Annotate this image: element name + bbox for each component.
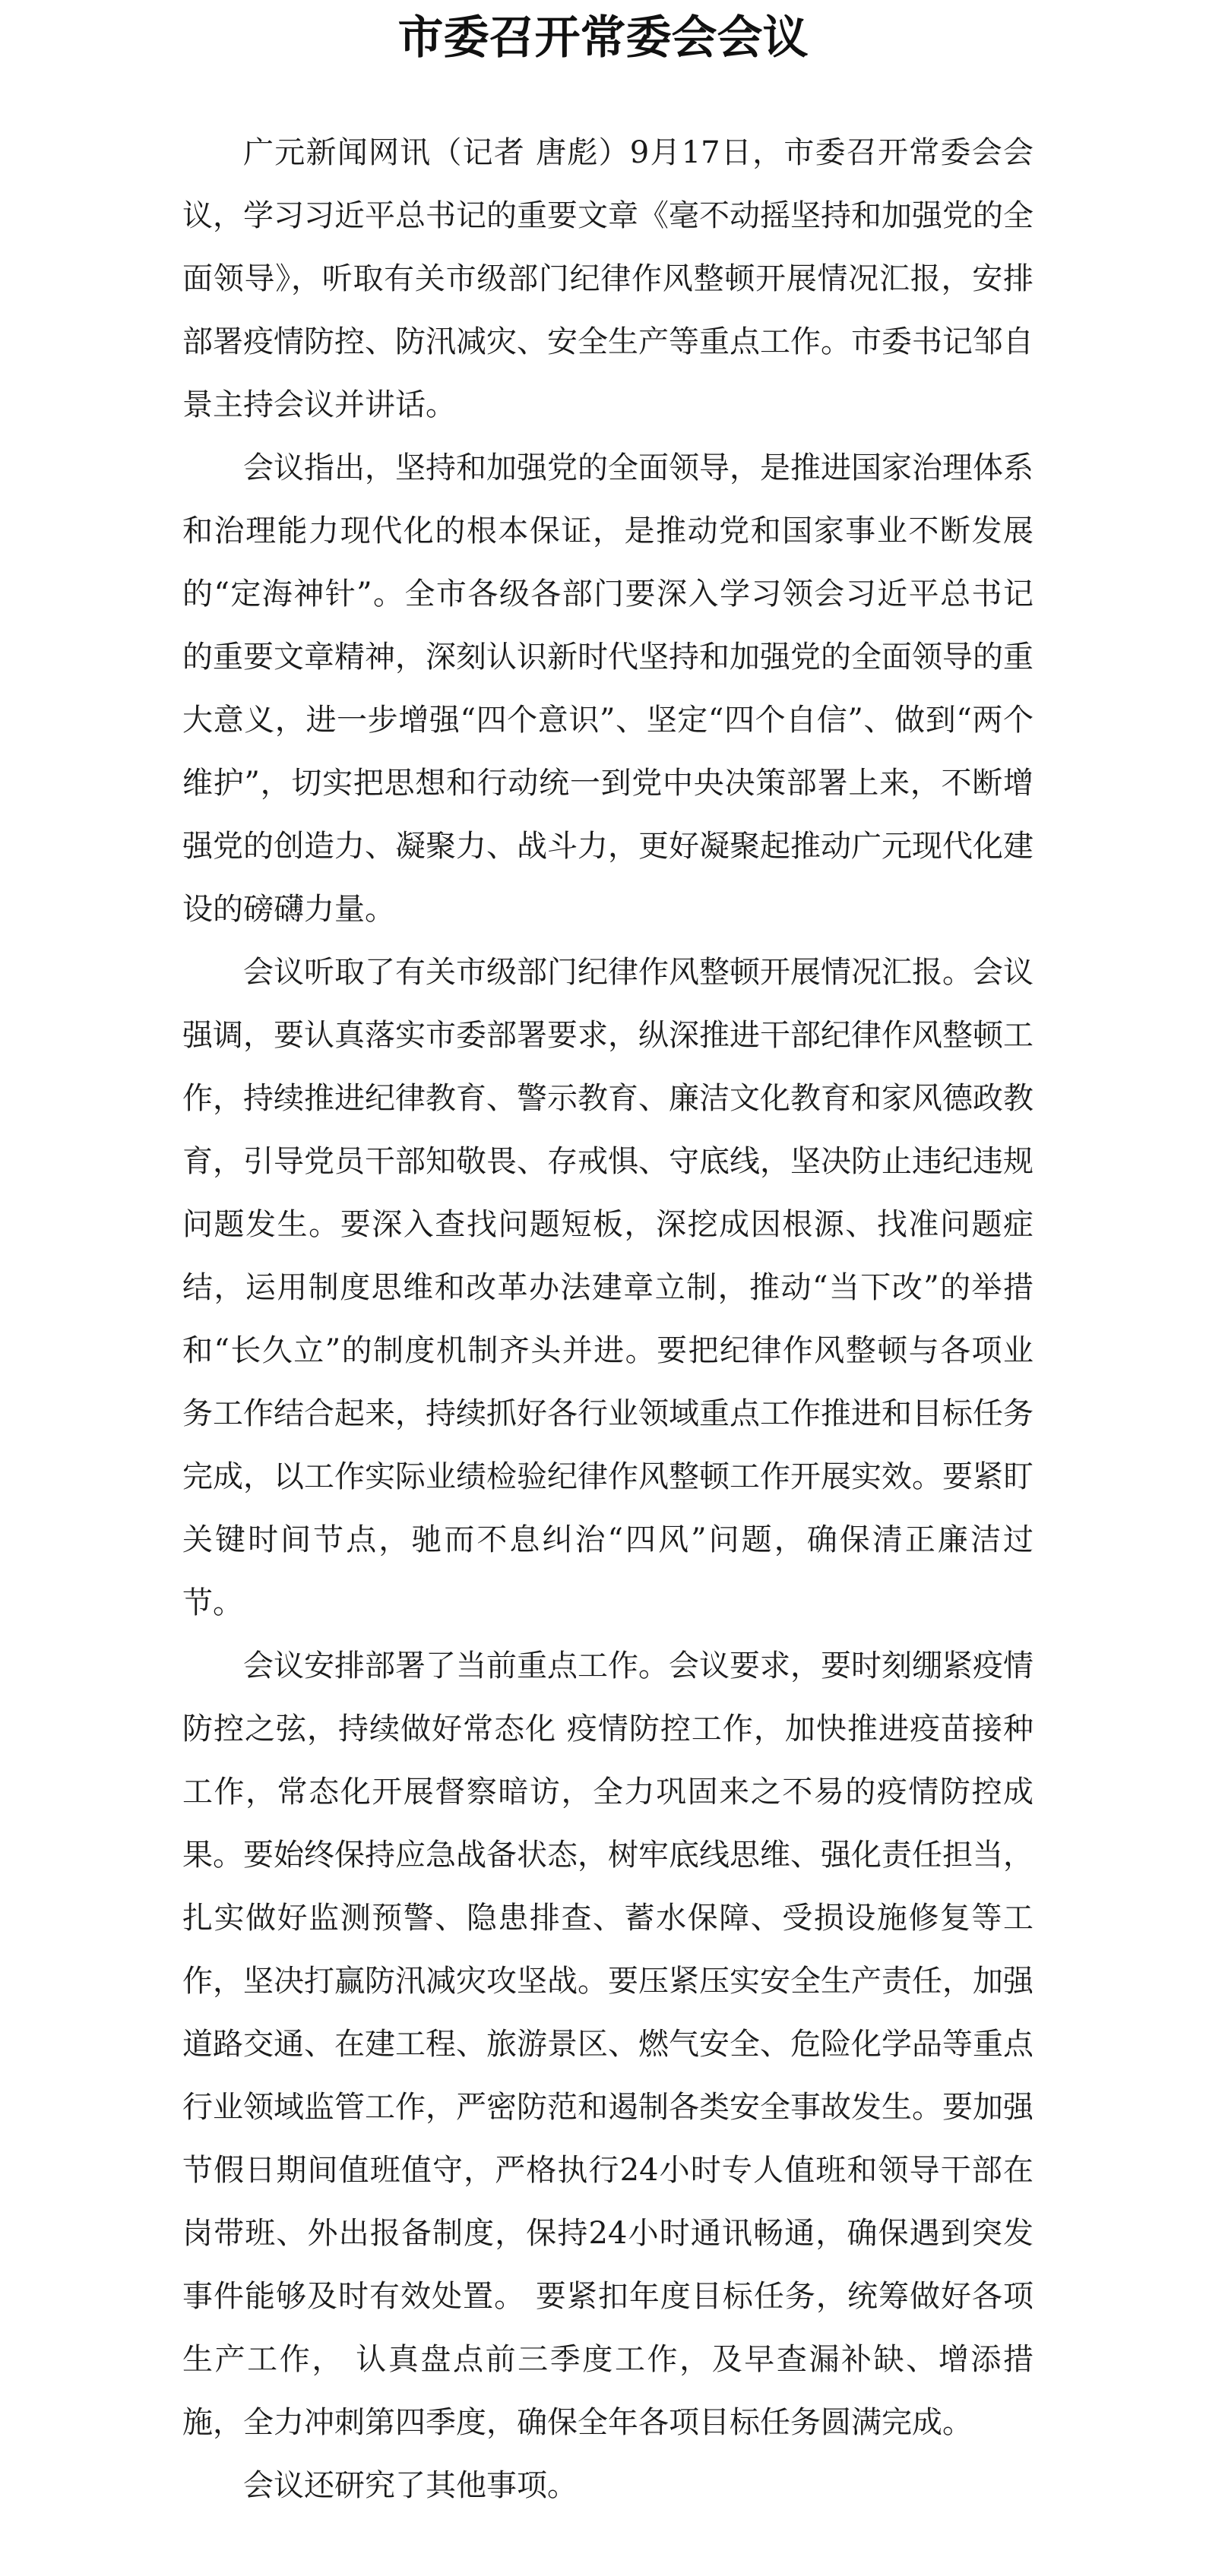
paragraph-other-matters: 会议还研究了其他事项。	[243, 2468, 578, 2503]
paragraph-discipline-rectification: 会议听取了有关市级部门纪律作风整顿开展情况汇报。会议强调，要认真落实市委部署要求，纵深推进干部纪律作风整顿工作，持续推进纪律教育、警示教育、廉洁文化教育和家风德政教育，引导党员干部知敬畏、存戒惧、守底线，坚决防止违纪违规问题发生。要深入查找问题短板，深挖成因根源、找准问题症结，运用制度思维和改革办法建章立制，推动“当下改”的举措和“长久立”的制度机制齐头并进。要把纪律作风整顿与各项业务工作结合起来，持续抓好各行业领域重点工作推进和目标任务完成，以工作实际业绩检验纪律作风整顿工作开展实效。要紧盯关键时间节点，驰而不息纠治“四风”问题，确保清正廉洁过节。	[182, 955, 1033, 1620]
paragraph-lead: 广元新闻网讯（记者 唐彪）9月17日，市委召开常委会会议，学习习近平总书记的重要文章《毫不动摇坚持和加强党的全面领导》，听取有关市级部门纪律作风整顿开展情况汇报，安排部署疫情防控、防汛减灾、安全生产等重点工作。市委书记邹自景主持会议并讲话。	[182, 135, 1033, 422]
paragraph-key-work: 会议安排部署了当前重点工作。会议要求，要时刻绷紧疫情防控之弦，持续做好常态化 疫情防控工作，加快推进疫苗接种工作，常态化开展督察暗访，全力巩固来之不易的疫情防控成果。要始终保持应急战备状态，树牢底线思维、强化责任担当，扎实做好监测预警、隐患排查、蓄水保障、受损设施修复等工作，坚决打赢防汛减灾攻坚战。要压紧压实安全生产责任，加强道路交通、在建工程、旅游景区、燃气安全、危险化学品等重点行业领域监管工作，严密防范和遏制各类安全事故发生。要加强节假日期间值班值守，严格执行24小时专人值班和领导干部在岗带班、外出报备制度，保持24小时通讯畅通，确保遇到突发事件能够及时有效处置。 要紧扣年度目标任务，统筹做好各项生产工作， 认真盘点前三季度工作，及早查漏补缺、增添措施，全力冲刺第四季度，确保全年各项目标任务圆满完成。	[182, 1648, 1033, 2440]
article-title: 市委召开常委会会议	[397, 11, 809, 65]
paragraph-party-leadership: 会议指出，坚持和加强党的全面领导，是推进国家治理体系和治理能力现代化的根本保证，是推动党和国家事业不断发展的“定海神针”。全市各级各部门要深入学习领会习近平总书记的重要文章精神，深刻认识新时代坚持和加强党的全面领导的重大意义，进一步增强“四个意识”、坚定“四个自信”、做到“两个维护”，切实把思想和行动统一到党中央决策部署上来，不断增强党的创造力、凝聚力、战斗力，更好凝聚起推动广元现代化建设的磅礴力量。	[182, 450, 1033, 927]
article-body	[182, 122, 1033, 2518]
